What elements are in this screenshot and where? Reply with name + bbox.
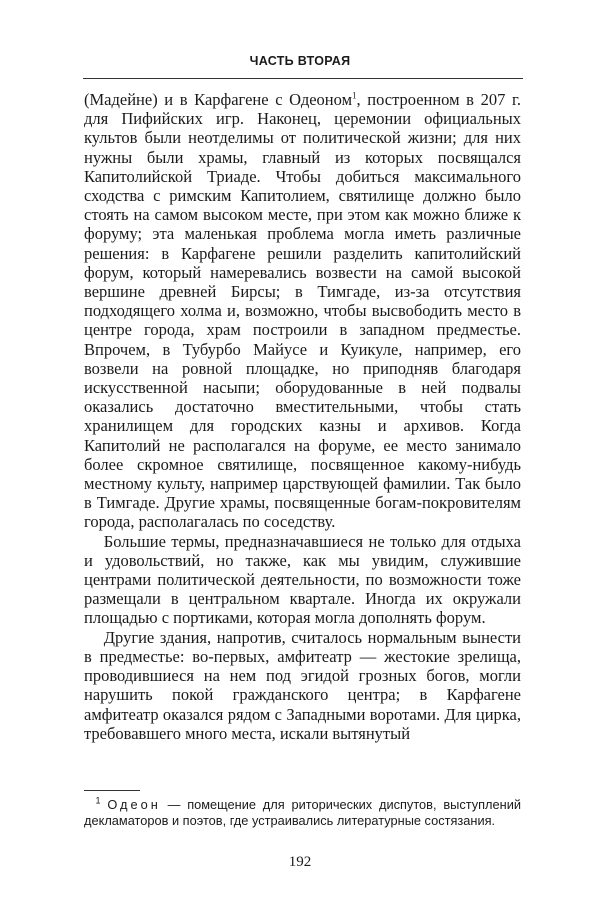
paragraph-3: Другие здания, напротив, считалось нормальным вынести в предместье: во-первых, амфитеатр — жестокие зрелища, проводившиеся на нем под эгидой грозных богов, могли нарушить покой гражданского центра; в Карфагене амфитеатр оказался рядом с Западными воротами. Для цирка, требовавшего много места, искали вытянутый xyxy=(84,627,521,743)
running-head: ЧАСТЬ ВТОРАЯ xyxy=(249,54,351,68)
footnote xyxy=(84,797,521,828)
main-text xyxy=(84,90,521,743)
paragraph-2: Большие термы, предназначавшиеся не только для отдыха и удовольствий, но также, как мы увидим, служившие центрами политической деятельности, по возможности тоже размещали в центральном квартале. Иногда их окружали площадью с портиками, которая могла дополнять форум. xyxy=(84,531,521,628)
paragraph-1-start: (Мадейне) и в Карфагене с Одеоном xyxy=(84,90,353,109)
footnote-rule xyxy=(84,790,140,791)
footnote-mark: 1 xyxy=(95,795,101,806)
footnote-term: Одеон xyxy=(107,797,161,812)
paragraph-1 xyxy=(84,90,521,532)
footnote-text: — помещение для риторических диспутов, выступлений декламаторов и поэтов, где устраивались литературные состязания. xyxy=(84,797,521,828)
page-number: 192 xyxy=(288,854,312,870)
header-rule xyxy=(83,78,523,79)
footnote-reference: 1 xyxy=(352,90,357,101)
paragraph-1-rest: , построенном в 207 г. для Пифийских игр. Наконец, церемонии официальных культов были неотделимы от политической жизни; для них нужны были храмы, главный из которых посвящался Капитолийской Триаде. Чтобы добиться максимального сходства с римским Капитолием, святилище должно было стоять на самом высоком месте, при этом как можно ближе к форуму; эта маленькая проблема могла иметь различные решения: в Карфагене решили разделить капитолийский форум, который намеревались возвести на самой высокой вершине древней Бирсы; в Тимгаде, из-за отсутствия подходящего холма и, возможно, чтобы высвободить место в центре города, храм построили в западном предместье. Впрочем, в Тубурбо Майусе и Куикуле, например, его возвели на ровной площадке, но приподняв благодаря искусственной насыпи; оборудованные в ней подвалы оказались достаточно вместительными, чтобы стать хранилищем для городских казны и архивов. Когда Капитолий не располагался на форуме, ее место занимало более скромное святилище, посвященное какому-нибудь местному культу, например царствующей фамилии. Так было в Тимгаде. Другие храмы, посвященные богам-покровителям города, располагалась по соседству. xyxy=(84,90,521,532)
